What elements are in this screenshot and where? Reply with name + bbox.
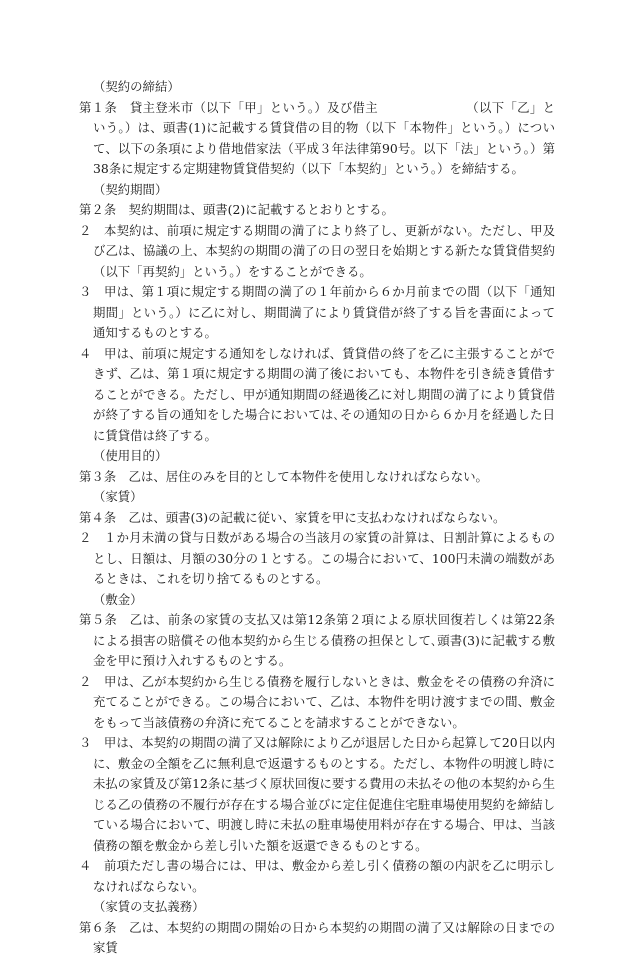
- article-heading: （使用目的）: [93, 448, 168, 463]
- article-paragraph: [79, 98, 555, 180]
- article-paragraph: ３ 甲は、第１項に規定する期間の満了の１年前から６か月前までの間（以下「通知期間」という。）に乙に対し、期間満了により賃貸借が終了する旨を書面によって通知するものとする。: [79, 284, 555, 340]
- article-paragraph: 第４条 乙は、頭書(3)の記載に従い、家賃を甲に支払わなければならない。: [79, 509, 506, 525]
- article-heading: （敷金）: [93, 591, 143, 607]
- article-paragraph: 第３条 乙は、居住のみを目的として本物件を使用しなければならない。: [79, 468, 488, 484]
- document-body: [79, 77, 555, 959]
- article-paragraph: ４ 甲は、前項に規定する通知をしなければ、賃貸借の終了を乙に主張することができず、乙は、第１項に規定する期間の満了後においても、本物件を引き続き賃借することができる。ただし、甲が通知期間の経過後乙に対し期間の満了により賃貸借が終了する旨の通知をした場合においては､その通知の日から６か月を経過した日に賃貸借は終了する。: [79, 345, 555, 443]
- article-paragraph: ２ 甲は、乙が本契約から生じる債務を履行しないときは、敷金をその債務の弁済に充てることができる。この場合において、乙は、本物件を明け渡すまでの間、敷金をもって当該債務の弁済に充てることを請求することができない。: [79, 673, 555, 730]
- article-paragraph: 第５条 乙は、前条の家賃の支払又は第12条第２項による原状回復若しくは第22条による損害の賠償その他本契約から生じる債務の担保として､頭書(3)に記載する敷金を甲に預け入れするものとする。: [79, 612, 555, 668]
- paragraph-text: 第１条 貸主登米市（以下「甲」という。）及び借主: [79, 99, 378, 115]
- paragraph-text: （以下「乙」という。）は、頭書(1)に記載する賃貸借の目的物（以下「本物件」という。）について、以下の条項により借地借家法（平成３年法律第90号。以下「法」という。）第38条に規定する定期建物賃貸借契約（以下「本契約」という。）を締結する。: [93, 99, 555, 176]
- article-heading: （家賃の支払義務）: [93, 899, 205, 914]
- article-paragraph: ２ １か月未満の貸与日数がある場合の当該月の家賃の計算は、日割計算によるものとし、日額は、月額の30分の１とする。この場合において、100円未満の端数があるときは、これを切り捨てるものとする。: [79, 530, 555, 586]
- article-paragraph: 第２条 契約期間は、頭書(2)に記載するとおりとする。: [79, 202, 394, 217]
- article-heading: （契約期間）: [93, 181, 168, 197]
- article-paragraph: ３ 甲は、本契約の期間の満了又は解除により乙が退居した日から起算して20日以内に、敷金の全額を乙に無利息で返還するものとする。ただし、本物件の明渡し時に未払の家賃及び第12条に基づく原状回復に要する費用の未払その他の本契約から生じる乙の債務の不履行が存在する場合並びに定住促進住宅駐車場使用契約を締結している場合において、明渡し時に未払の駐車場使用料が存在する場合、甲は、当該債務の額を敷金から差し引いた額を返還できるものとする。: [79, 735, 555, 853]
- article-paragraph: 第６条 乙は、本契約の期間の開始の日から本契約の期間の満了又は解除の日までの家賃: [79, 919, 555, 955]
- article-heading: （契約の締結）: [93, 79, 180, 94]
- article-paragraph: ４ 前項ただし書の場合には、甲は、敷金から差し引く債務の額の内訳を乙に明示しなければならない。: [79, 858, 555, 894]
- article-heading: （家賃）: [93, 489, 143, 504]
- article-paragraph: ２ 本契約は、前項に規定する期間の満了により終了し、更新がない。ただし、甲及び乙は、協議の上、本契約の期間の満了の日の翌日を始期とする新たな賃貸借契約（以下「再契約」という。）をすることができる。: [79, 222, 555, 279]
